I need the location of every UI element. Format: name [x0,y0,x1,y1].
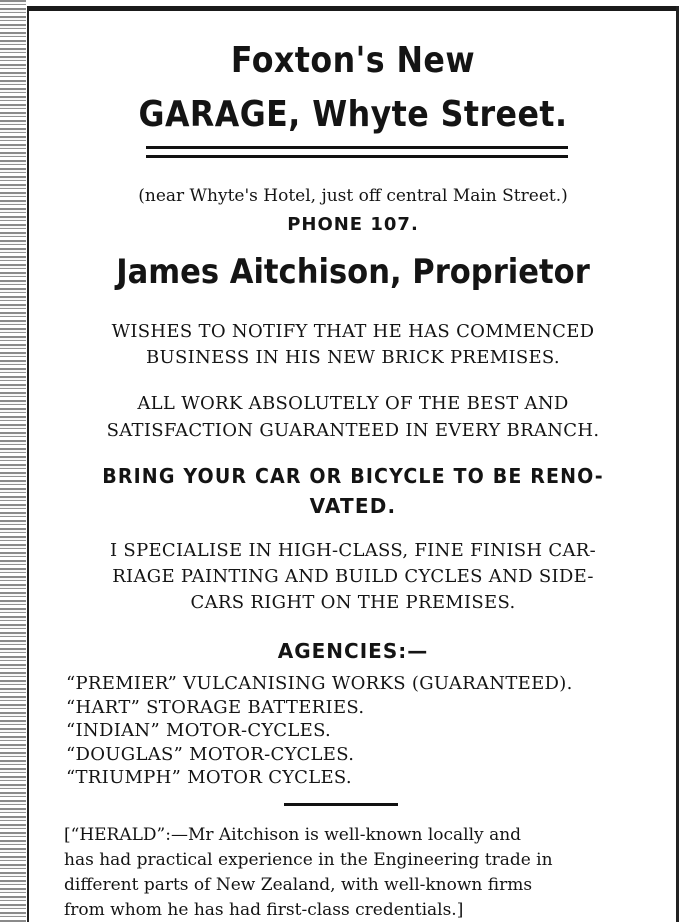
herald-line: has had practical experience in the Engineering trade in [64,850,553,870]
title-rule-upper [146,146,568,149]
address-line: (near Whyte's Hotel, just off central Main Street.) [138,186,568,206]
agencies-heading: AGENCIES:— [277,639,429,663]
top-border-rule [27,6,677,11]
herald-note [64,823,630,923]
scan-margin-edge [0,0,26,922]
bring-line-2: VATED. [309,494,397,518]
herald-line: from whom he has had first-class credentials.] [64,900,464,920]
herald-line: [“HERALD”:—Mr Aitchison is well-known locally and [64,825,522,845]
work-line-2: SATISFACTION GUARANTEED IN EVERY BRANCH. [106,420,600,441]
proprietor-heading: James Aitchison, Proprietor [116,252,590,292]
title-line-2: GARAGE, Whyte Street. [138,94,568,135]
phone-number: PHONE 107. [287,214,419,235]
agencies-list [66,672,573,790]
left-border-rule [27,10,29,922]
work-line-1: ALL WORK ABSOLUTELY OF THE BEST AND [137,393,569,414]
title-rule-lower [146,155,568,158]
bring-line-1: BRING YOUR CAR OR BICYCLE TO BE RENO- [102,464,604,488]
specialise-line-3: CARS RIGHT ON THE PREMISES. [190,592,516,613]
agency-item: “INDIAN” MOTOR-CYCLES. [66,720,332,741]
agency-item: “HART” STORAGE BATTERIES. [66,696,365,718]
agency-item: “DOUGLAS” MOTOR-CYCLES. [66,743,355,765]
right-border-rule [676,6,679,922]
title-line-1: Foxton's New [230,40,476,81]
herald-line: different parts of New Zealand, with well-known firms [64,875,533,895]
notice-line-1: WISHES TO NOTIFY THAT HE HAS COMMENCED [111,321,595,342]
agency-item: “TRIUMPH” MOTOR CYCLES. [66,767,352,788]
agency-item: “PREMIER” VULCANISING WORKS (GUARANTEED). [66,673,573,694]
section-divider [284,803,398,806]
notice-line-2: BUSINESS IN HIS NEW BRICK PREMISES. [146,347,560,368]
specialise-line-2: RIAGE PAINTING AND BUILD CYCLES AND SIDE- [112,566,594,587]
specialise-line-1: I SPECIALISE IN HIGH-CLASS, FINE FINISH CAR- [110,540,596,561]
